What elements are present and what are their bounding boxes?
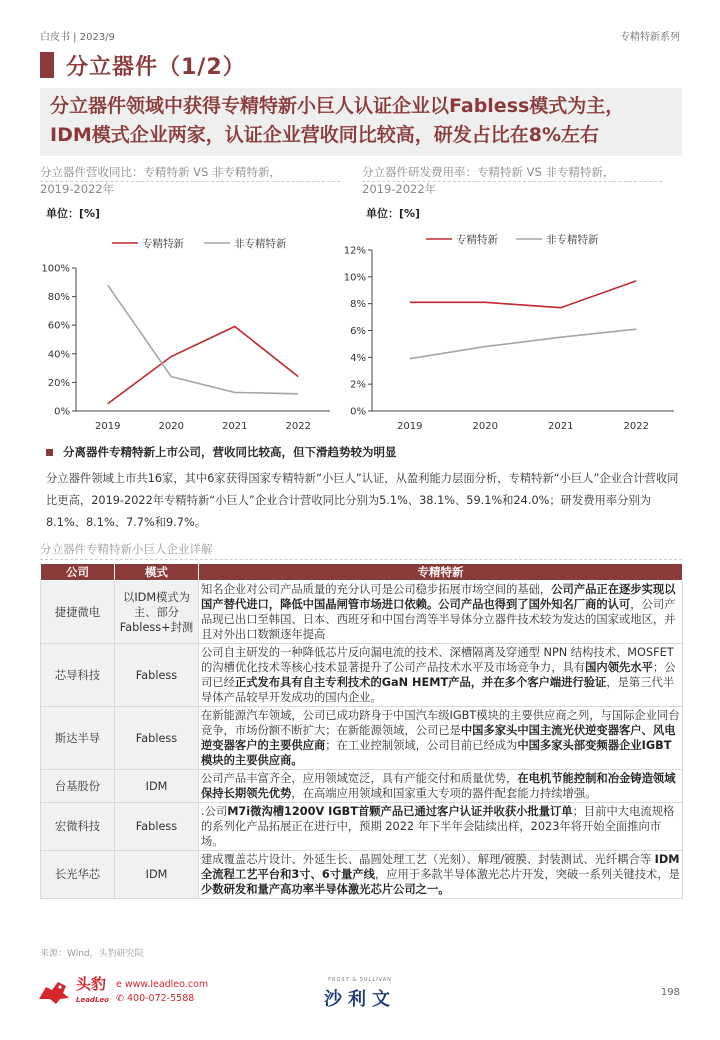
description-text: 建成覆盖芯片设计、外延生长、晶圆处理工艺（光刻）、解理/镀膜、封装测试、光纤耦合等 <box>201 853 655 866</box>
table-row <box>41 851 683 899</box>
description-text: 公司产品丰富齐全，应用领域宽泛，具有产能交付和质量优势， <box>201 772 518 785</box>
page-number: 198 <box>660 987 680 998</box>
x-tick-label: 2022 <box>623 421 649 432</box>
headline-line-2: IDM模式企业两家，认证企业营收同比较高，研发占比在8%左右 <box>50 124 600 146</box>
business-mode: IDM <box>115 851 199 899</box>
table-row <box>41 770 683 803</box>
table-title: 分立器件专精特新小巨人企业详解 <box>40 541 682 560</box>
leadleo-logo <box>36 976 109 1008</box>
x-tick-label: 2020 <box>472 421 498 432</box>
company-highlights <box>199 581 683 644</box>
brand-en: LeadLeo <box>76 996 109 1004</box>
series-line-non-special <box>108 285 299 394</box>
company-highlights <box>199 644 683 707</box>
partner-cn: 沙利文 <box>324 989 396 1010</box>
company-name: 宏微科技 <box>41 803 115 851</box>
title-accent-bar <box>40 52 54 78</box>
x-tick-label: 2019 <box>95 421 121 432</box>
company-name: 斯达半导 <box>41 707 115 770</box>
x-tick-label: 2021 <box>222 421 248 432</box>
table-row <box>41 581 683 644</box>
series-line-special <box>410 281 637 308</box>
business-mode: 以IDM模式为主、部分Fabless+封测 <box>115 581 199 644</box>
page-header <box>40 28 680 42</box>
description-text: .公司 <box>201 805 228 818</box>
highlight-text: 正式发布具有自主专利技术的GaN HEMT产品，并在多个客户端进行验证 <box>234 676 607 689</box>
company-name: 芯导科技 <box>41 644 115 707</box>
divider <box>362 181 662 182</box>
header-highlights: 专精特新 <box>199 564 683 581</box>
analysis-paragraph: 分立器件领域上市共16家，其中6家获得国家专精特新“小巨人”认证，从盈利能力层面分析，专精特新“小巨人”企业合计营收同比更高，2019-2022年专精特新“小巨人”企业合计营收同比分别为5.1%、38.1%、59.1%和24.0%；研发费用率分别为8.1%、8.1%、7.7%和9.7%。 <box>46 472 679 529</box>
legend-label: 专精特新 <box>456 234 498 246</box>
table-row <box>41 644 683 707</box>
highlight-text: 公司产品正在逐步实现以国产替代进口，降低中国晶闸管市场进口依赖。公司产品也得到了国外知名厂商的认可 <box>201 583 676 611</box>
right-chart-unit: 单位：[%] <box>366 207 421 220</box>
highlight-text: 中国多家头中国主流光伏逆变器客户、风电逆变器客户的主要供应商 <box>201 724 676 752</box>
description-text: 公司自主研发的一种降低芯片反向漏电流的技术、深槽隔离及穿通型 NPN 结构技术、MOSFET的沟槽优化技术等核心技术显著提升了公司产品技术水平及市场竞争力，具有 <box>201 646 674 674</box>
description-text: ，应用于多款半导体激光芯片开发，突破一系列关键技术，是 <box>374 868 680 881</box>
brand-cn: 头豹 <box>76 975 107 993</box>
company-name: 长光华芯 <box>41 851 115 899</box>
highlight-text: IDM 全流程工艺平台和3寸、6寸量产线 <box>201 853 680 881</box>
phone-number: 400-072-5588 <box>126 993 195 1004</box>
series-line-special <box>108 326 299 403</box>
y-tick-label: 80% <box>47 292 70 304</box>
x-tick-label: 2019 <box>397 421 423 432</box>
y-tick-label: 12% <box>343 245 366 257</box>
highlight-text: 中国多家头部变频器企业IGBT模块的主要供应商。 <box>201 739 672 767</box>
rd-expense-chart <box>340 222 680 434</box>
y-tick-label: 20% <box>47 377 70 389</box>
y-tick-label: 8% <box>350 299 366 311</box>
legend-label: 非专精特新 <box>546 234 599 246</box>
y-tick-label: 10% <box>343 272 366 284</box>
company-highlights <box>199 851 683 899</box>
description-text: ；目前中大电流规格的系列化产品拓展正在进行中，预期 2022 年下半年会陆续出样，2023年将开始全面推向市场。 <box>201 805 675 848</box>
business-mode: Fabless <box>115 707 199 770</box>
footer-contact <box>116 978 208 1006</box>
business-mode: Fabless <box>115 803 199 851</box>
table-row <box>41 707 683 770</box>
description-text: ，公司产品现已出口至韩国、日本、西班牙和中国台湾等半导体分立器件技术较为发达的国家或地区，并且对外出口数额逐年提高 <box>201 598 676 641</box>
revenue-growth-chart <box>40 222 340 434</box>
leopard-logo-icon <box>36 977 72 1007</box>
partner-logo <box>300 977 420 1011</box>
headline-line-1: 分立器件领域中获得专精特新小巨人认证企业以Fabless模式为主， <box>50 95 625 117</box>
partner-en: FROST & SULLIVAN <box>328 977 392 983</box>
legend-label: 非专精特新 <box>234 238 287 250</box>
left-chart-unit: 单位：[%] <box>46 207 101 220</box>
x-tick-label: 2021 <box>548 421 574 432</box>
company-name: 捷捷微电 <box>41 581 115 644</box>
website-link[interactable]: www.leadleo.com <box>124 979 209 990</box>
y-tick-label: 0% <box>350 406 366 418</box>
x-tick-label: 2020 <box>158 421 184 432</box>
table-header-row <box>41 564 683 581</box>
left-chart-title <box>40 164 340 198</box>
x-tick-label: 2022 <box>285 421 311 432</box>
bullet-square-icon <box>46 449 53 456</box>
description-text: ；在工业控制领域，公司目前已经成为 <box>325 739 518 752</box>
y-tick-label: 60% <box>47 320 70 332</box>
y-tick-label: 0% <box>54 406 70 418</box>
highlight-text: M7i微沟槽1200V IGBT首颗产品已通过客户认证并收获小批量订单 <box>227 805 573 818</box>
y-tick-label: 4% <box>350 352 366 364</box>
company-highlights <box>199 803 683 851</box>
y-tick-label: 100% <box>41 263 70 275</box>
highlight-text: 少数研发和量产高功率半导体激光芯片公司之一。 <box>201 883 450 896</box>
brand-name <box>76 976 109 1008</box>
header-company: 公司 <box>41 564 115 581</box>
headline-box <box>40 88 682 156</box>
series-line-non-special <box>410 329 637 359</box>
phone-icon: ✆ <box>116 993 127 1004</box>
y-tick-label: 40% <box>47 349 70 361</box>
table-row <box>41 803 683 851</box>
description-text: ，在高端应用领域和国家重大专项的器件配套能力持续增强。 <box>291 787 597 800</box>
series-label: 专精特新系列 <box>620 32 680 43</box>
highlight-text: 国内领先水平 <box>585 661 653 674</box>
section-title-text: 分立器件（1/2） <box>66 54 246 80</box>
description-text: ；公司已经 <box>201 661 676 689</box>
divider <box>40 181 340 182</box>
highlight-text: 在电机节能控制和冶金铸造领域保持长期领先优势 <box>201 772 676 800</box>
y-tick-label: 2% <box>350 379 366 391</box>
header-mode: 模式 <box>115 564 199 581</box>
company-highlights <box>199 707 683 770</box>
globe-icon: e <box>116 979 125 990</box>
description-text: 知名企业对公司产品质量的充分认可是公司稳步拓展市场空间的基础， <box>201 583 552 596</box>
right-chart-title-line-1: 分立器件研发费用率：专精特新 VS 非专精特新， <box>362 165 615 179</box>
company-detail-table <box>40 563 683 899</box>
left-chart-title-line-1: 分立器件营收同比：专精特新 VS 非专精特新， <box>40 165 281 179</box>
left-chart-title-line-2: 2019-2022年 <box>40 182 115 196</box>
doc-label: 白皮书 | 2023/9 <box>40 32 115 43</box>
legend-label: 专精特新 <box>142 238 184 250</box>
description-text: ，是第三代半导体产品较早开发成功的国内企业。 <box>201 676 675 704</box>
bullet-heading <box>46 444 397 460</box>
description-text: 在新能源汽车领域，公司已成功跻身于中国汽车级IGBT模块的主要供应商之列，与国际企业同台竞争，市场份额不断扩大；在新能源领域，公司已是 <box>201 709 680 737</box>
right-chart-title <box>362 164 662 198</box>
bullet-heading-text: 分离器件专精特新上市公司，营收同比较高，但下滑趋势较为明显 <box>63 445 397 459</box>
source-note: 来源：Wind，头豹研究院 <box>40 949 144 959</box>
section-title <box>40 52 246 78</box>
company-highlights <box>199 770 683 803</box>
y-tick-label: 6% <box>350 326 366 337</box>
right-chart-title-line-2: 2019-2022年 <box>362 182 437 196</box>
business-mode: IDM <box>115 770 199 803</box>
company-name: 台基股份 <box>41 770 115 803</box>
business-mode: Fabless <box>115 644 199 707</box>
